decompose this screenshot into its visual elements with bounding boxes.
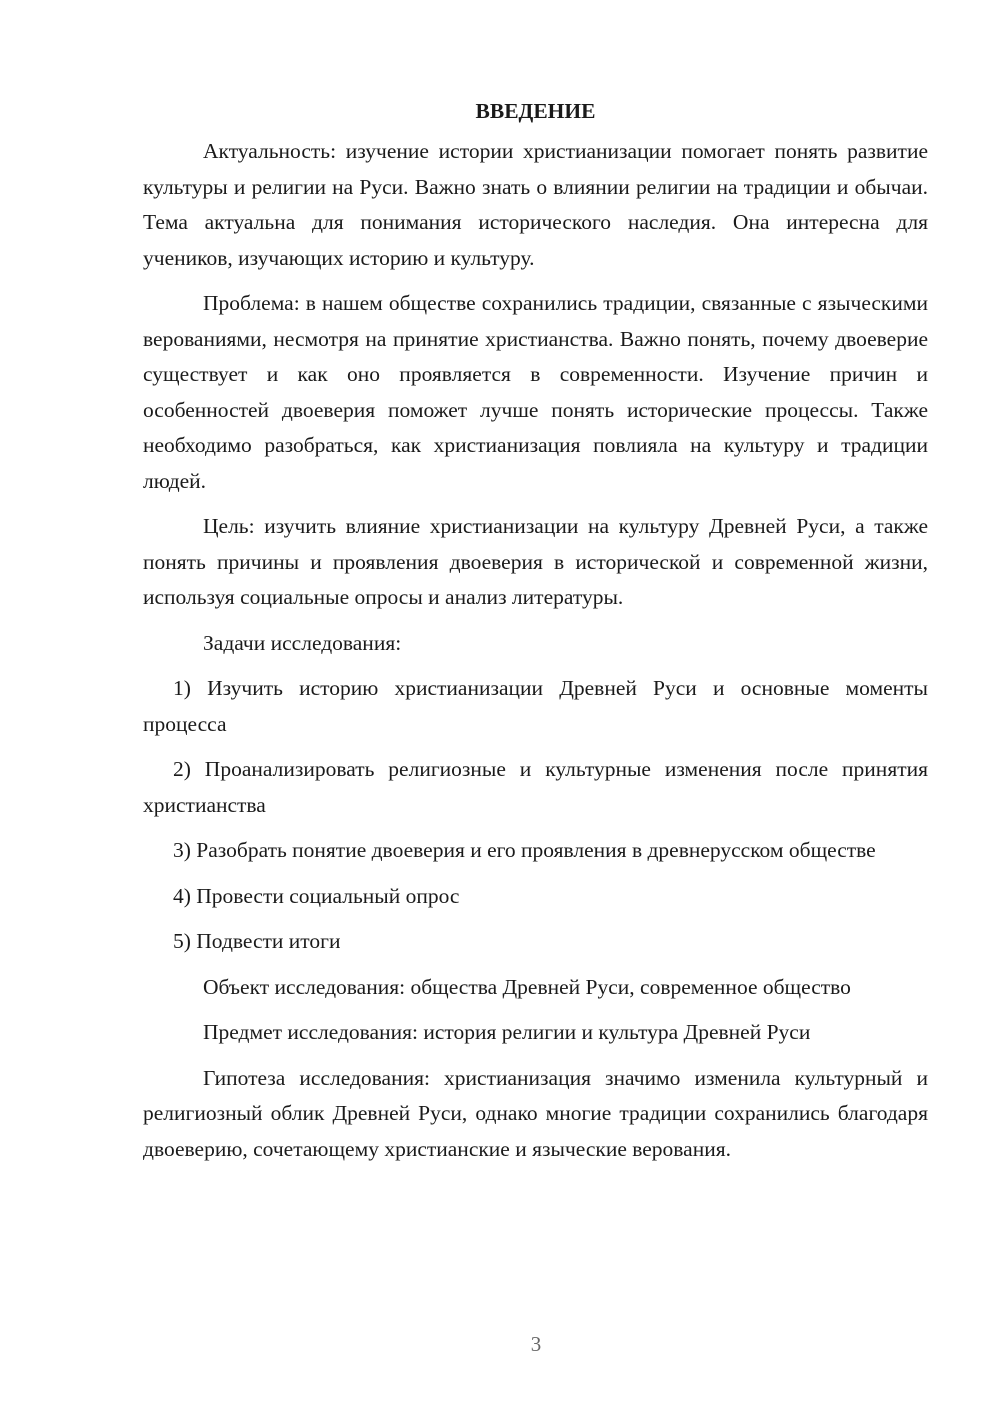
page-number: 3: [530, 1332, 542, 1356]
document-page: [143, 96, 928, 1167]
task-item-5: 5) Подвести итоги: [173, 929, 341, 953]
task-item-1: 1) Изучить историю христианизации Древней Руси и основные моменты процесса: [143, 676, 928, 736]
subject-paragraph: Предмет исследования: история религии и культура Древней Руси: [203, 1020, 811, 1044]
relevance-paragraph: Актуальность: изучение истории христианизации помогает понять развитие культуры и религии на Руси. Важно знать о влиянии религии на традиции и обычаи. Тема актуальна для понимания исторического наследия. Она интересна для учеников, изучающих историю и культуру.: [143, 139, 928, 270]
task-item-2: 2) Проанализировать религиозные и культурные изменения после принятия христианства: [143, 757, 928, 817]
tasks-heading: Задачи исследования:: [203, 630, 402, 655]
task-item-3: 3) Разобрать понятие двоеверия и его проявления в древнерусском обществе: [173, 838, 876, 862]
problem-paragraph: Проблема: в нашем обществе сохранились традиции, связанные с языческими верованиями, несмотря на принятие христианства. Важно понять, почему двоеверие существует и как оно проявляется в современности. Изучение причин и особенностей двоеверия поможет лучше понять исторические процессы. Также необходимо разобраться, как христианизация повлияла на культуру и традиции людей.: [143, 291, 928, 493]
section-title: ВВЕДЕНИЕ: [475, 99, 596, 123]
hypothesis-paragraph: Гипотеза исследования: христианизация значимо изменила культурный и религиозный облик Древней Руси, однако многие традиции сохранились благодаря двоеверию, сочетающему христианские и языческие верования.: [143, 1065, 928, 1161]
object-paragraph: Объект исследования: общества Древней Руси, современное общество: [203, 974, 851, 999]
goal-paragraph: Цель: изучить влияние христианизации на культуру Древней Руси, а также понять причины и проявления двоеверия в исторической и современной жизни, используя социальные опросы и анализ литературы.: [143, 514, 928, 609]
task-item-4: 4) Провести социальный опрос: [173, 883, 460, 908]
